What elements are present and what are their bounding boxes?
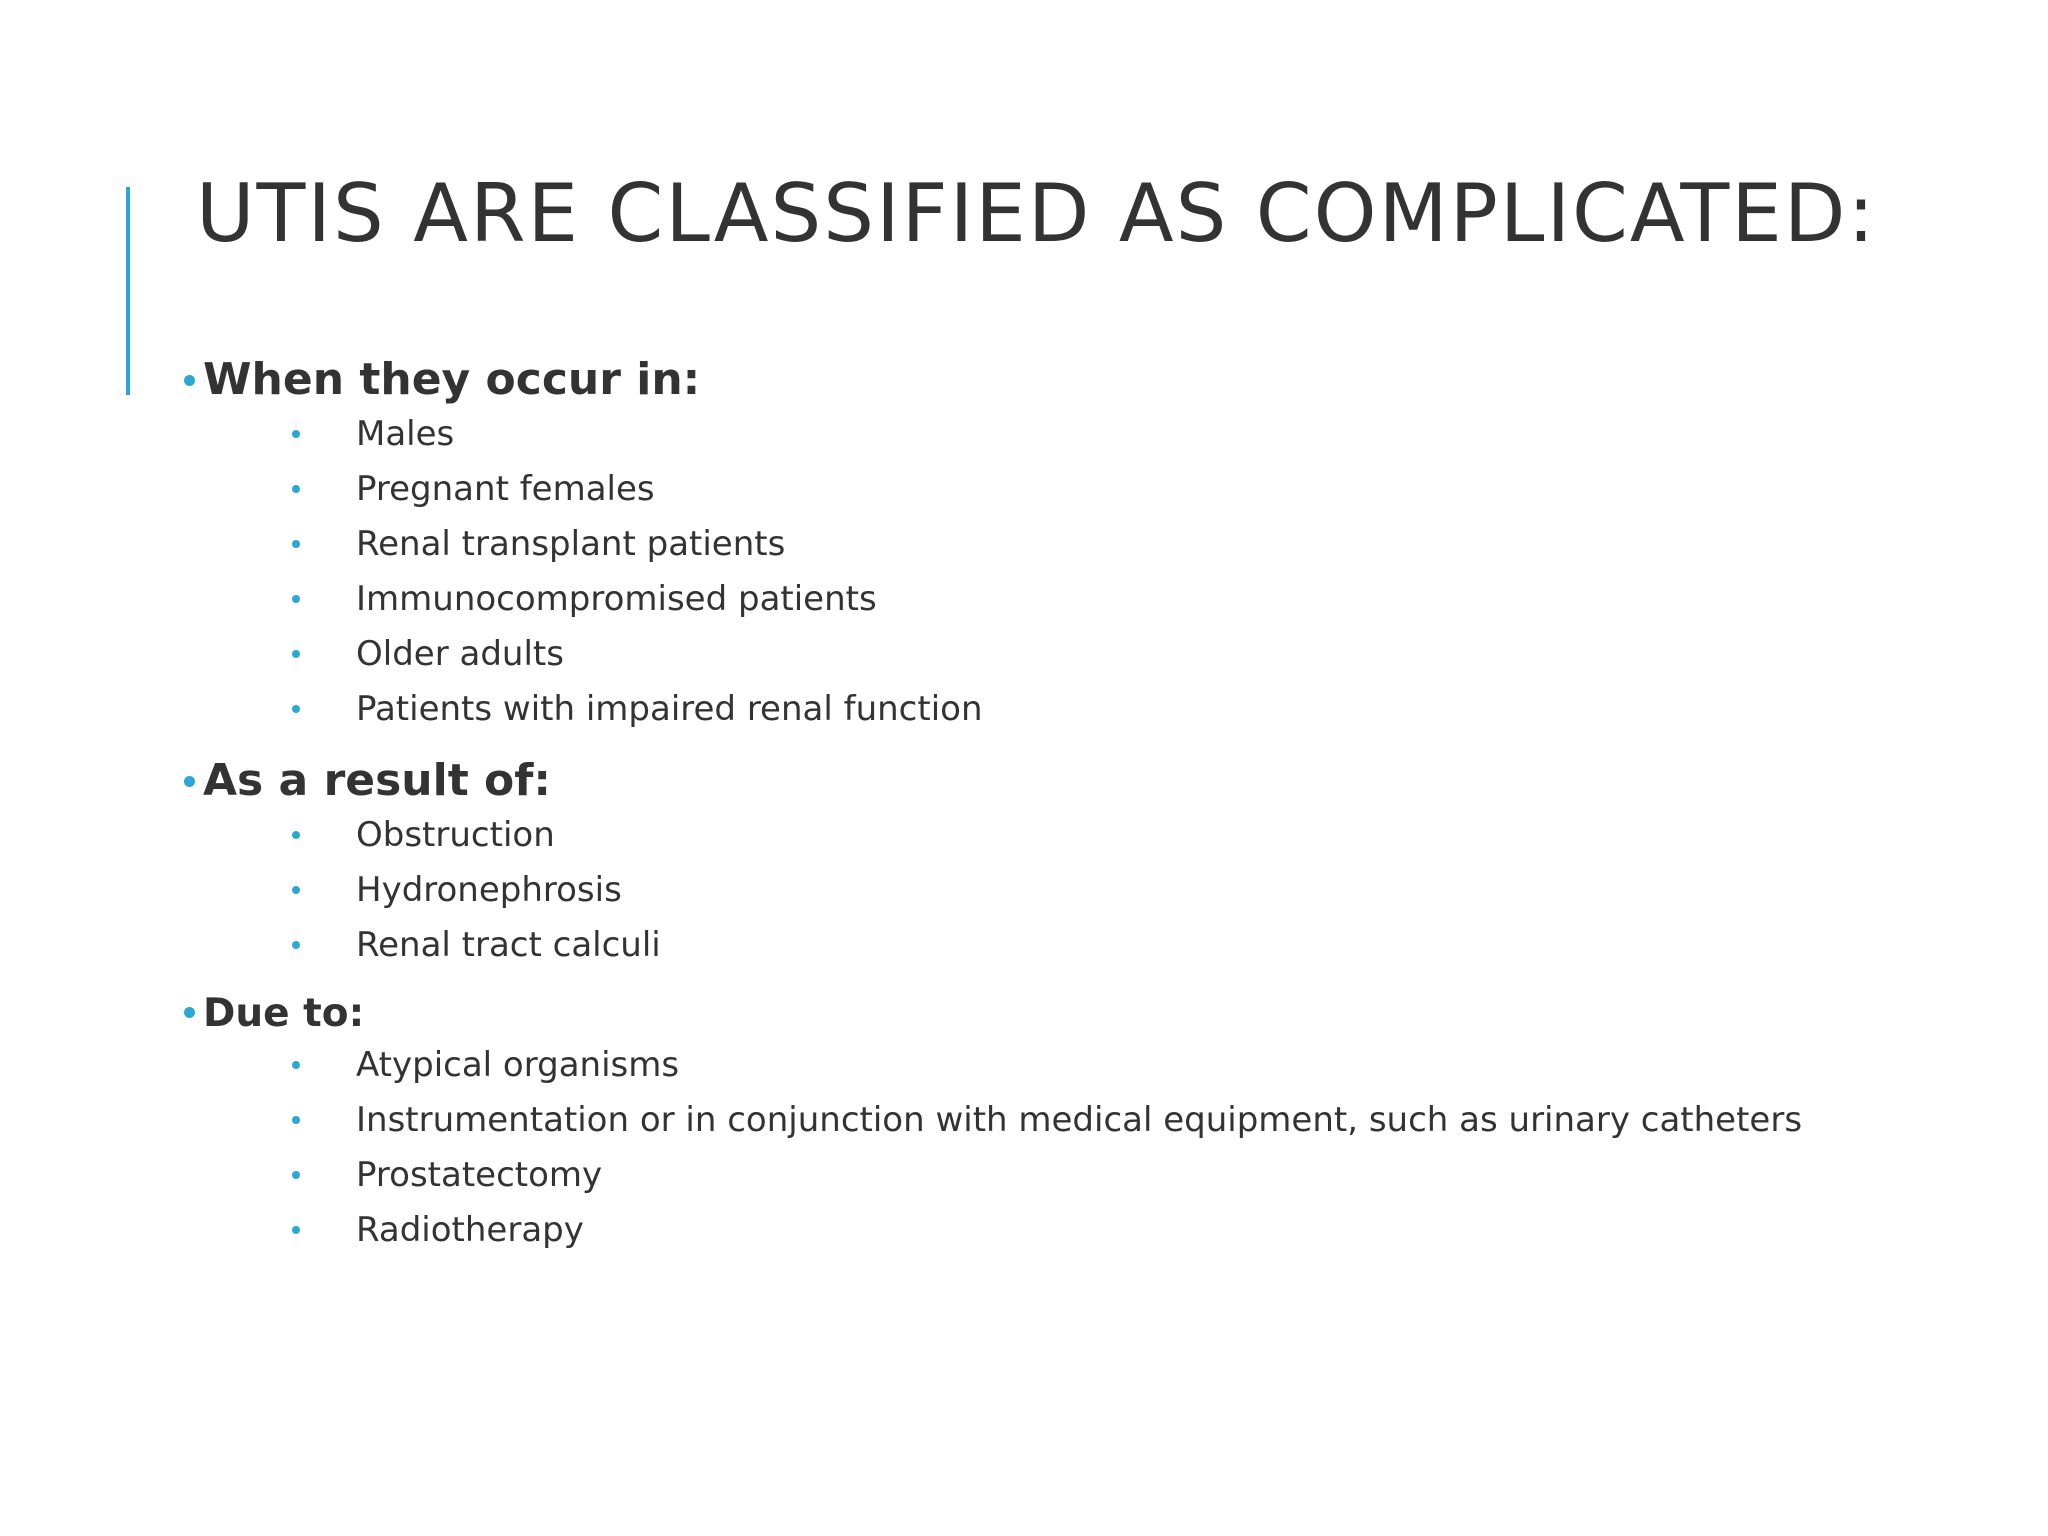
list-item-text: Radiotherapy bbox=[356, 1209, 584, 1250]
list-item-text: Instrumentation or in conjunction with medical equipment, such as urinary catheters bbox=[356, 1099, 1803, 1140]
list-item-text: Pregnant females bbox=[356, 469, 655, 510]
bullet-icon bbox=[292, 485, 300, 493]
list-item bbox=[184, 627, 1984, 682]
bullet-icon bbox=[184, 1007, 195, 1018]
bullet-icon bbox=[292, 941, 300, 949]
bullet-icon bbox=[292, 540, 300, 548]
bullet-icon bbox=[292, 1226, 300, 1234]
section-heading bbox=[184, 755, 1984, 808]
list-item bbox=[184, 682, 1984, 737]
list-item bbox=[184, 407, 1984, 462]
list-item-text: Prostatectomy bbox=[356, 1154, 603, 1195]
bullet-icon bbox=[292, 831, 300, 839]
list-item bbox=[184, 1092, 1984, 1147]
title-accent-bar bbox=[126, 187, 130, 395]
section-heading-text: Due to: bbox=[203, 990, 365, 1036]
bullet-list bbox=[184, 407, 1984, 737]
slide-title: UTIS ARE CLASSIFIED AS COMPLICATED: bbox=[196, 167, 1877, 260]
section-occur-in bbox=[184, 354, 1984, 737]
list-item bbox=[184, 808, 1984, 863]
bullet-icon bbox=[184, 776, 195, 787]
list-item bbox=[184, 1202, 1984, 1257]
section-heading bbox=[184, 354, 1984, 407]
list-item-text: Older adults bbox=[356, 634, 564, 675]
bullet-icon bbox=[292, 1061, 300, 1069]
bullet-icon bbox=[184, 375, 195, 386]
section-heading bbox=[184, 991, 1984, 1038]
bullet-icon bbox=[292, 430, 300, 438]
list-item bbox=[184, 1037, 1984, 1092]
bullet-icon bbox=[292, 1116, 300, 1124]
bullet-icon bbox=[292, 1171, 300, 1179]
list-item-text: Immunocompromised patients bbox=[356, 579, 877, 620]
list-item-text: Obstruction bbox=[356, 815, 555, 856]
list-item bbox=[184, 863, 1984, 918]
list-item-text: Patients with impaired renal function bbox=[356, 689, 983, 730]
slide-content bbox=[184, 354, 1984, 1257]
list-item-text: Hydronephrosis bbox=[356, 870, 622, 911]
list-item bbox=[184, 572, 1984, 627]
section-heading-text: When they occur in: bbox=[203, 354, 701, 405]
section-result-of bbox=[184, 755, 1984, 973]
bullet-list bbox=[184, 808, 1984, 973]
bullet-list bbox=[184, 1037, 1984, 1257]
list-item-text: Renal transplant patients bbox=[356, 524, 786, 565]
section-due-to bbox=[184, 991, 1984, 1258]
list-item bbox=[184, 517, 1984, 572]
list-item bbox=[184, 918, 1984, 973]
bullet-icon bbox=[292, 650, 300, 658]
bullet-icon bbox=[292, 595, 300, 603]
list-item-text: Renal tract calculi bbox=[356, 925, 661, 966]
list-item bbox=[184, 1147, 1984, 1202]
section-heading-text: As a result of: bbox=[203, 754, 552, 806]
bullet-icon bbox=[292, 705, 300, 713]
list-item-text: Males bbox=[356, 414, 455, 455]
bullet-icon bbox=[292, 886, 300, 894]
list-item bbox=[184, 462, 1984, 517]
list-item-text: Atypical organisms bbox=[356, 1044, 680, 1085]
